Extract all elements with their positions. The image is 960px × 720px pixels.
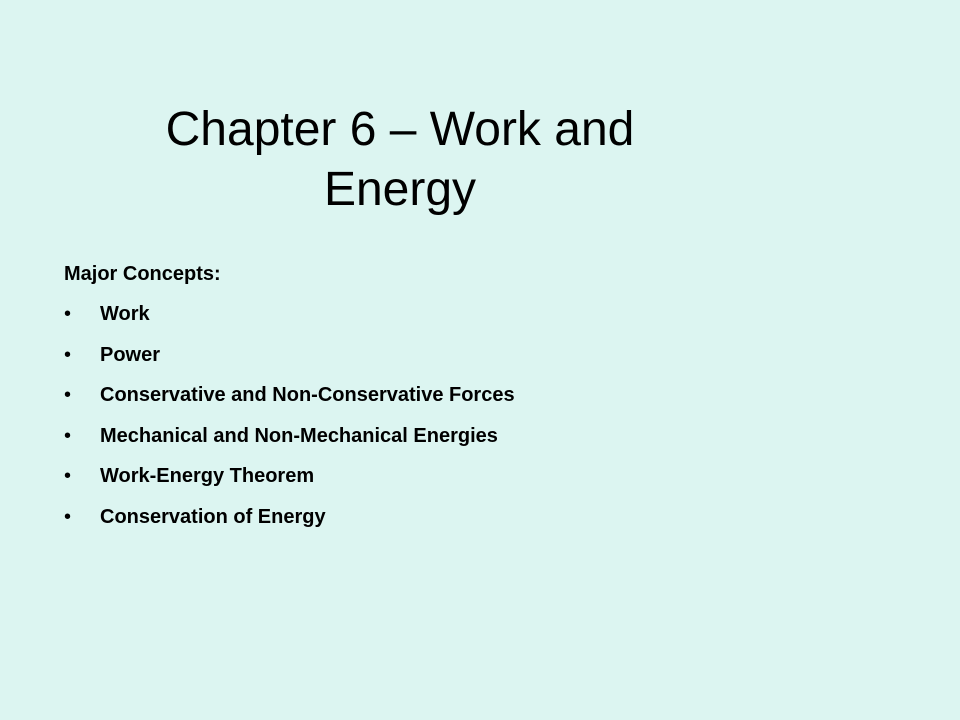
concept-item-energies	[64, 416, 884, 457]
slide-title	[60, 100, 740, 220]
slide-content	[64, 254, 884, 537]
concept-label: Power	[100, 343, 161, 366]
concept-item-power	[64, 335, 884, 376]
concept-label: Work	[100, 303, 150, 325]
concept-label: Work-Energy Theorem	[100, 465, 315, 487]
concept-item-theorem	[64, 456, 884, 497]
bullet-icon: •	[64, 343, 72, 366]
concepts-list	[64, 294, 884, 537]
bullet-icon: •	[64, 384, 72, 406]
slide-title-line-1: Chapter 6 – Work and	[165, 103, 635, 156]
bullet-icon: •	[64, 505, 72, 528]
concept-item-work	[64, 294, 884, 335]
concept-label: Conservation of Energy	[100, 505, 326, 528]
concept-item-forces	[64, 375, 884, 416]
bullet-icon: •	[64, 424, 72, 447]
concept-label: Conservative and Non-Conservative Forces	[100, 384, 515, 406]
concepts-heading: Major Concepts:	[64, 263, 221, 285]
concept-item-conservation	[64, 497, 884, 538]
slide-title-line-2: Energy	[323, 163, 477, 216]
bullet-icon: •	[64, 303, 72, 325]
bullet-icon: •	[64, 465, 72, 487]
concept-label: Mechanical and Non-Mechanical Energies	[100, 424, 498, 447]
